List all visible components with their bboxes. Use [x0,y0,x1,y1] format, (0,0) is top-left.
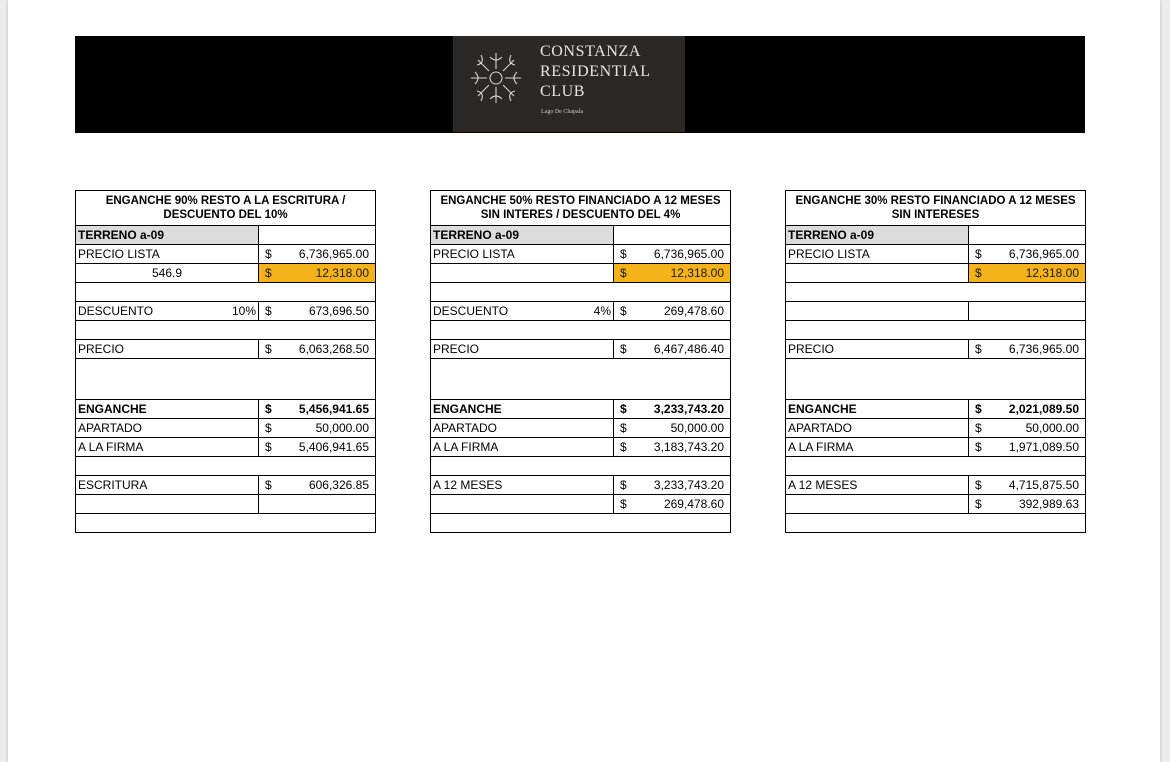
precio-lista-row [786,244,1085,263]
currency-symbol: $ [975,440,982,454]
descuento-pct: 10% [231,304,256,318]
currency-symbol: $ [265,478,272,492]
terreno-label: TERRENO a-09 [786,226,969,244]
currency-symbol: $ [620,497,627,511]
constanza-logo [453,36,685,132]
currency-symbol: $ [975,342,982,356]
payment-plan-table-1 [75,190,376,533]
descuento-row [431,301,730,320]
firma-row [431,437,730,456]
enganche-row [76,399,375,418]
blank-row [431,282,730,301]
enganche-label: ENGANCHE [786,400,969,418]
payment-plan-table-3 [785,190,1086,533]
m2-price-row [786,263,1085,282]
terreno-row [431,225,730,244]
mensual-row [76,494,375,513]
currency-symbol: $ [265,342,272,356]
snowflake-logo-icon [467,49,525,107]
resto-row [76,475,375,494]
blank-row [76,358,375,399]
precio-lista-value: 6,736,965.00 [653,247,724,261]
blank-row [786,358,1085,399]
apartado-value: 50,000.00 [670,421,724,435]
firma-value: 5,406,941.65 [298,440,369,454]
currency-symbol: $ [620,402,627,416]
apartado-value: 50,000.00 [315,421,369,435]
document-page [8,0,1160,762]
firma-row [76,437,375,456]
precio-lista-label: PRECIO LISTA [786,245,969,263]
currency-symbol: $ [265,440,272,454]
resto-label: ESCRITURA [76,476,259,494]
firma-label: A LA FIRMA [786,438,969,456]
logo-subtitle: Lago De Chapala [541,109,583,115]
enganche-value: 5,456,941.65 [298,402,369,416]
precio-row [431,339,730,358]
mensual-row [431,494,730,513]
descuento-row [786,301,1085,320]
mensual-value: 269,478.60 [663,497,724,511]
mensual-row [786,494,1085,513]
blank-row [431,320,730,339]
mensual-value: 392,989.63 [1018,497,1079,511]
precio-lista-value: 6,736,965.00 [298,247,369,261]
descuento-value: 673,696.50 [308,304,369,318]
blank-row [431,513,730,532]
firma-label: A LA FIRMA [76,438,259,456]
currency-symbol: $ [975,421,982,435]
apartado-label: APARTADO [786,419,969,437]
precio-lista-row [431,244,730,263]
resto-row [786,475,1085,494]
precio-lista-row [76,244,375,263]
apartado-row [431,418,730,437]
descuento-label: DESCUENTO [433,304,509,318]
resto-label: A 12 MESES [786,476,969,494]
currency-symbol: $ [265,421,272,435]
blank-row [76,320,375,339]
logo-line-3: CLUB [540,83,586,100]
blank-row [786,282,1085,301]
payment-plan-table-2 [430,190,731,533]
precio-label: PRECIO [431,340,614,358]
descuento-label: DESCUENTO [78,304,154,318]
blank-row [431,358,730,399]
blank-row [786,456,1085,475]
currency-symbol: $ [620,247,627,261]
resto-row [431,475,730,494]
currency-symbol: $ [265,402,272,416]
blank-row [786,513,1085,532]
precio-label: PRECIO [76,340,259,358]
precio-value: 6,063,268.50 [298,342,369,356]
firma-label: A LA FIRMA [431,438,614,456]
resto-value: 606,326.85 [308,478,369,492]
enganche-label: ENGANCHE [431,400,614,418]
apartado-label: APARTADO [76,419,259,437]
enganche-value: 2,021,089.50 [1008,402,1079,416]
m2-price-value: 12,318.00 [1025,266,1079,280]
blank-row [76,282,375,301]
currency-symbol: $ [975,266,982,280]
firma-value: 3,183,743.20 [653,440,724,454]
m2-price-row [431,263,730,282]
enganche-row [431,399,730,418]
precio-label: PRECIO [786,340,969,358]
currency-symbol: $ [620,266,627,280]
precio-lista-label: PRECIO LISTA [431,245,614,263]
table-title: ENGANCHE 30% RESTO FINANCIADO A 12 MESES SIN INTERESES [795,195,1076,221]
resto-value: 4,715,875.50 [1008,478,1079,492]
descuento-value: 269,478.60 [663,304,724,318]
currency-symbol: $ [620,440,627,454]
table-title: ENGANCHE 90% RESTO A LA ESCRITURA / DESCUENTO DEL 10% [105,195,346,221]
currency-symbol: $ [620,421,627,435]
blank-row [76,513,375,532]
precio-row [76,339,375,358]
blank-row [76,456,375,475]
enganche-label: ENGANCHE [76,400,259,418]
firma-value: 1,971,089.50 [1008,440,1079,454]
terreno-row [786,225,1085,244]
descuento-pct: 4% [593,304,611,318]
precio-lista-value: 6,736,965.00 [1008,247,1079,261]
logo-line-1: CONSTANZA [540,43,642,60]
terreno-row [76,225,375,244]
enganche-value: 3,233,743.20 [653,402,724,416]
apartado-value: 50,000.00 [1025,421,1079,435]
currency-symbol: $ [975,497,982,511]
blank-row [786,320,1085,339]
precio-lista-label: PRECIO LISTA [76,245,259,263]
m2-price-value: 12,318.00 [670,266,724,280]
terreno-label: TERRENO a-09 [76,226,259,244]
currency-symbol: $ [620,304,627,318]
currency-symbol: $ [620,342,627,356]
currency-symbol: $ [265,266,272,280]
m2-price-value: 12,318.00 [315,266,369,280]
resto-value: 3,233,743.20 [653,478,724,492]
currency-symbol: $ [620,478,627,492]
precio-value: 6,736,965.00 [1008,342,1079,356]
currency-symbol: $ [975,247,982,261]
apartado-row [786,418,1085,437]
currency-symbol: $ [975,402,982,416]
m2-price-row [76,263,375,282]
precio-value: 6,467,486.40 [653,342,724,356]
descuento-row [76,301,375,320]
currency-symbol: $ [975,478,982,492]
blank-row [431,456,730,475]
terreno-label: TERRENO a-09 [431,226,614,244]
enganche-row [786,399,1085,418]
resto-label: A 12 MESES [431,476,614,494]
logo-line-2: RESIDENTIAL [540,63,651,80]
firma-row [786,437,1085,456]
precio-row [786,339,1085,358]
currency-symbol: $ [265,247,272,261]
m2-label: 546.9 [151,266,183,280]
table-title: ENGANCHE 50% RESTO FINANCIADO A 12 MESES SIN INTERES / DESCUENTO DEL 4% [440,195,721,221]
apartado-row [76,418,375,437]
currency-symbol: $ [265,304,272,318]
apartado-label: APARTADO [431,419,614,437]
